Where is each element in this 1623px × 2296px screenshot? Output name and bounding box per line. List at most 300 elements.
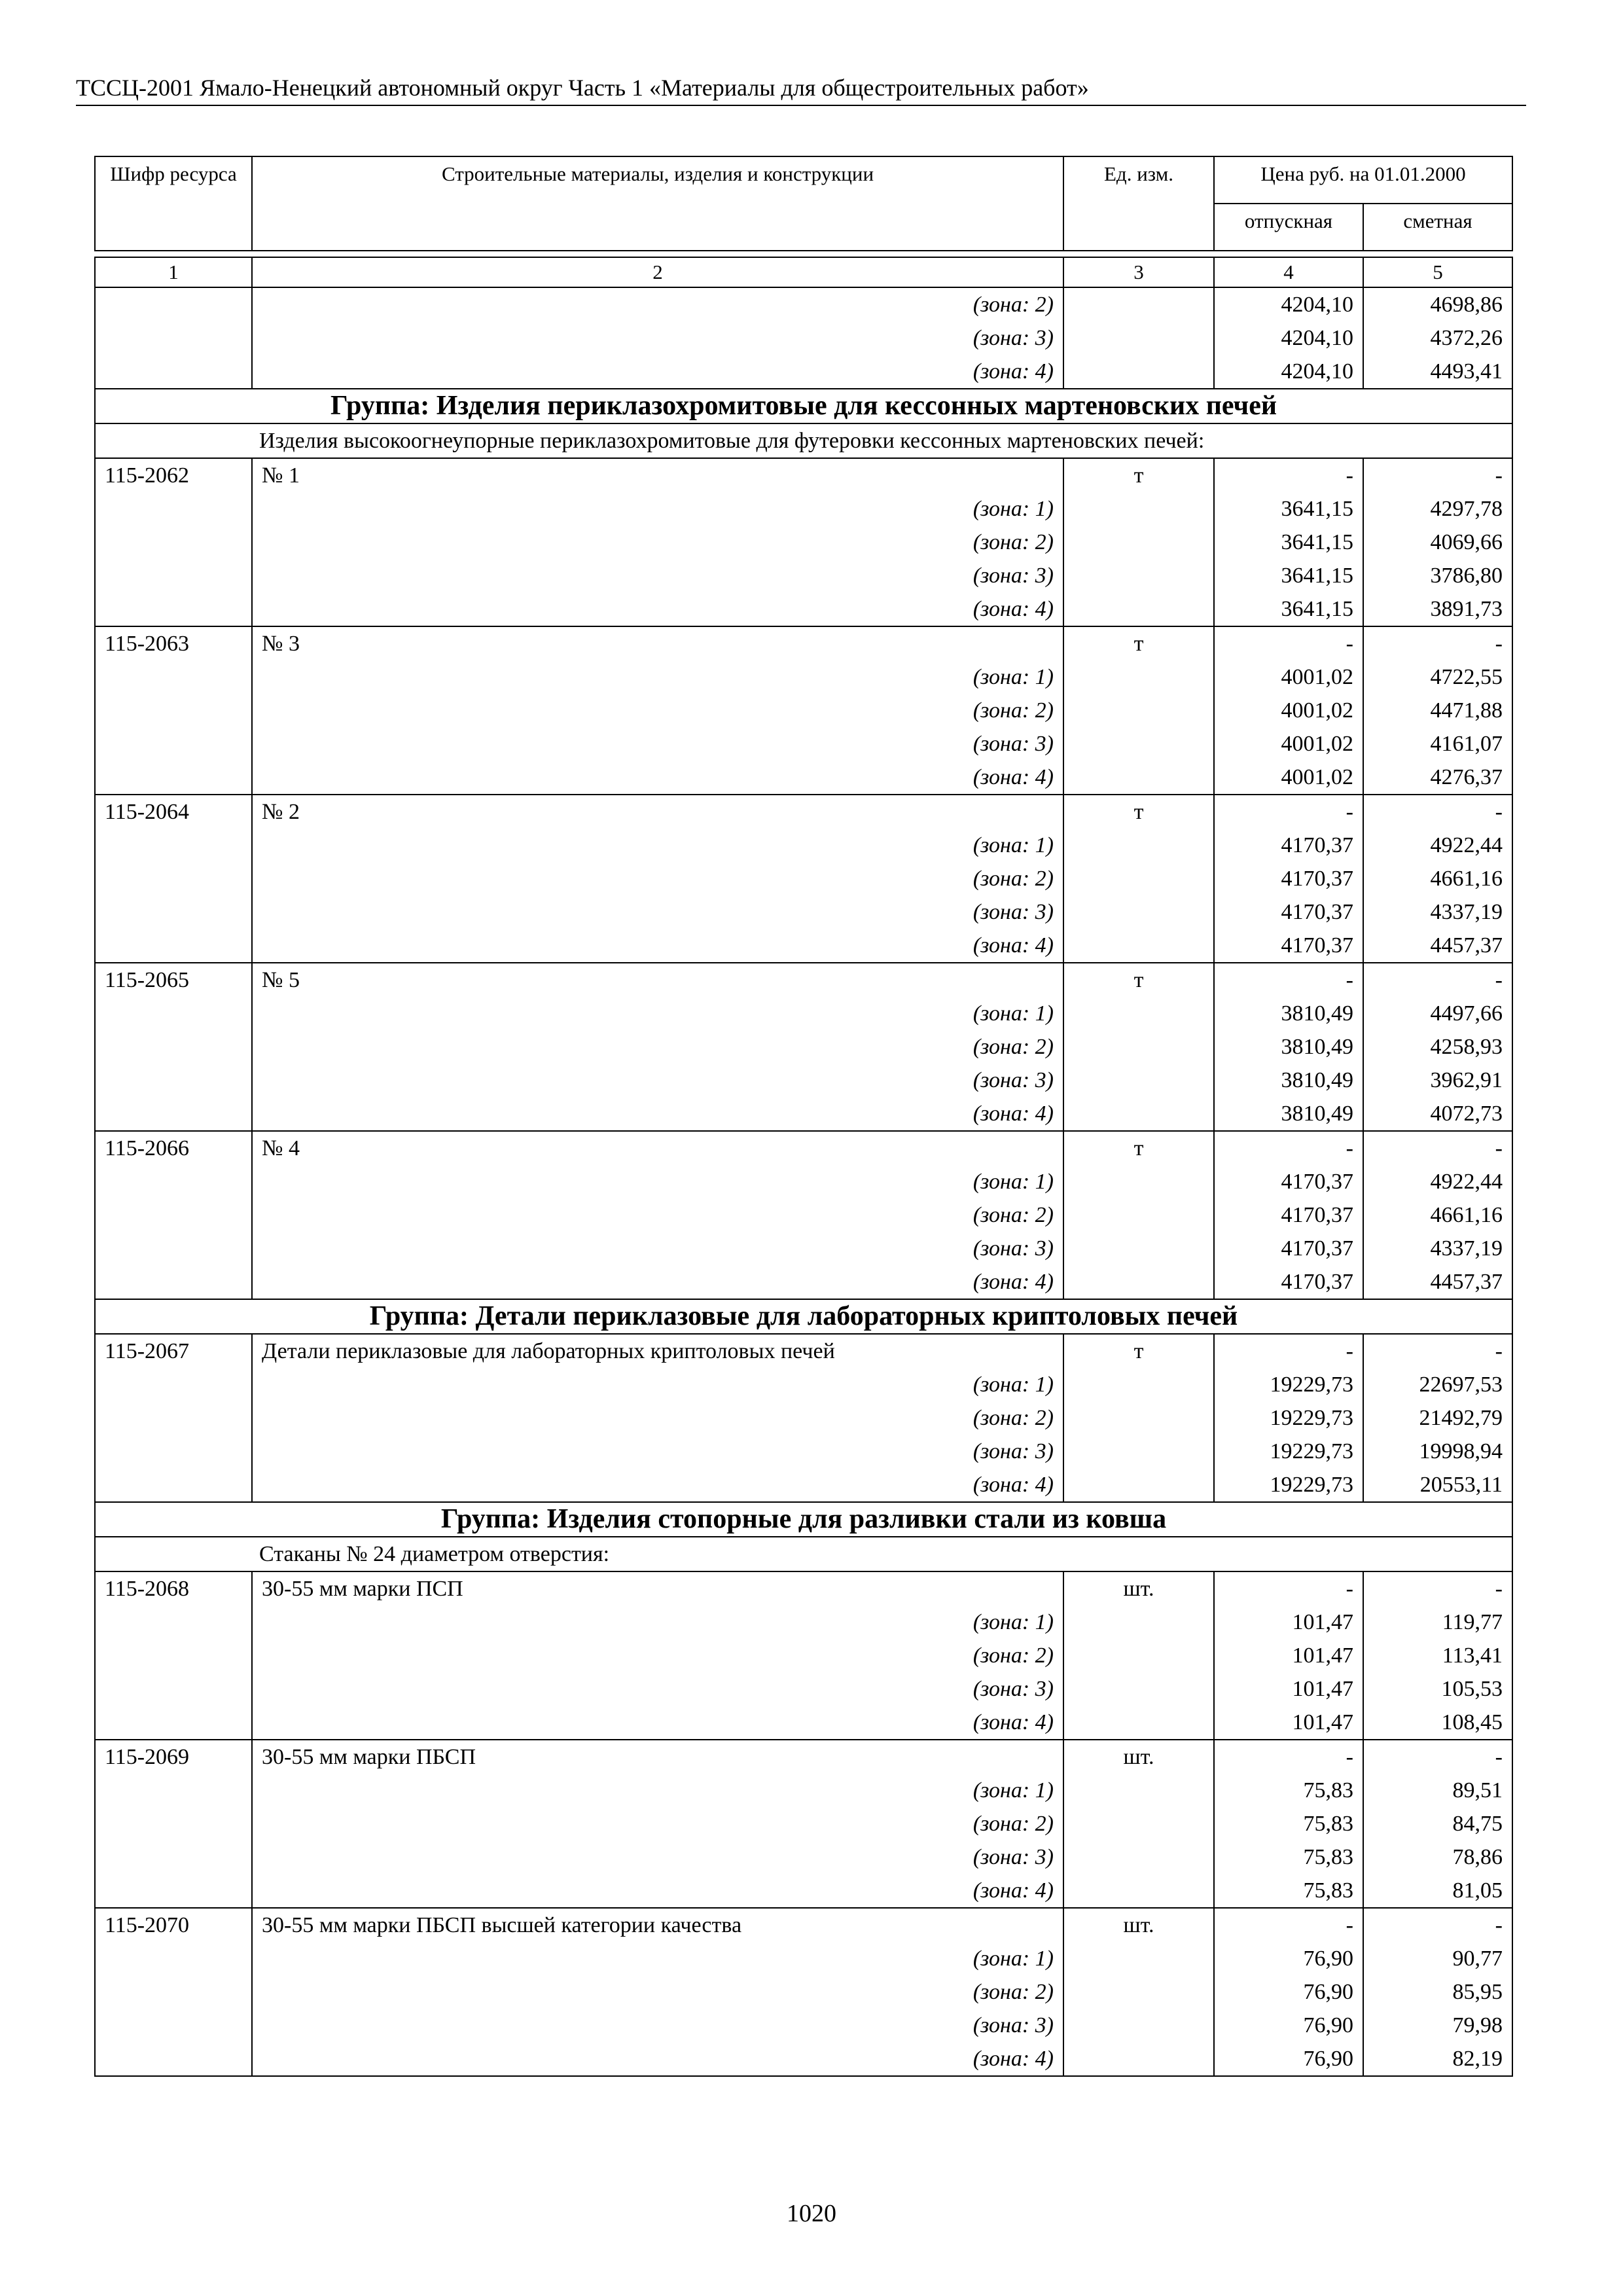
price-release: 4170,37	[1214, 929, 1363, 963]
table-row	[95, 1131, 1512, 1165]
table-row	[95, 1198, 1512, 1232]
code-cell	[95, 727, 252, 761]
price-estimate: -	[1363, 963, 1512, 997]
zone-label: (зона: 3)	[252, 1064, 1063, 1097]
zone-label: (зона: 3)	[252, 895, 1063, 929]
code-cell	[95, 1807, 252, 1840]
table-row	[95, 1874, 1512, 1908]
code-cell	[95, 1232, 252, 1265]
price-release: 75,83	[1214, 1874, 1363, 1908]
code-cell	[95, 895, 252, 929]
table-row	[95, 1232, 1512, 1265]
price-estimate: -	[1363, 1334, 1512, 1368]
price-estimate: -	[1363, 1908, 1512, 1942]
price-estimate: -	[1363, 626, 1512, 660]
code-cell	[95, 929, 252, 963]
unit-cell	[1063, 1368, 1214, 1401]
price-release: 3810,49	[1214, 1097, 1363, 1131]
unit-cell	[1063, 1605, 1214, 1639]
code-cell	[95, 1672, 252, 1706]
zone-label: (зона: 2)	[252, 1198, 1063, 1232]
zone-label: (зона: 3)	[252, 2009, 1063, 2042]
price-estimate: 4661,16	[1363, 862, 1512, 895]
code-cell	[95, 1097, 252, 1131]
zone-label: (зона: 1)	[252, 1165, 1063, 1198]
price-release: 3810,49	[1214, 1030, 1363, 1064]
code-cell	[95, 1468, 252, 1502]
price-estimate: -	[1363, 458, 1512, 492]
price-estimate: 90,77	[1363, 1942, 1512, 1975]
table-row	[95, 1639, 1512, 1672]
price-estimate: 3962,91	[1363, 1064, 1512, 1097]
table-row	[95, 895, 1512, 929]
table-row	[95, 761, 1512, 795]
price-estimate: 113,41	[1363, 1639, 1512, 1672]
table-row	[95, 694, 1512, 727]
unit-cell	[1063, 1198, 1214, 1232]
code-cell	[95, 1774, 252, 1807]
price-release: -	[1214, 963, 1363, 997]
unit-cell	[1063, 1874, 1214, 1908]
group-title: Группа: Изделия периклазохромитовые для кессонных мартеновских печей	[95, 389, 1512, 423]
col-number-2: 2	[252, 257, 1063, 287]
unit-cell: шт.	[1063, 1740, 1214, 1774]
price-estimate: 78,86	[1363, 1840, 1512, 1874]
price-release: -	[1214, 1334, 1363, 1368]
table-row	[95, 1435, 1512, 1468]
code-cell	[95, 761, 252, 795]
price-estimate: 4698,86	[1363, 287, 1512, 321]
material-name: № 1	[252, 458, 1063, 492]
zone-label: (зона: 1)	[252, 1774, 1063, 1807]
table-row	[95, 1807, 1512, 1840]
price-release: 76,90	[1214, 2009, 1363, 2042]
material-name: № 5	[252, 963, 1063, 997]
code-cell	[95, 1265, 252, 1299]
unit-cell	[1063, 1097, 1214, 1131]
resource-code: 115-2069	[95, 1740, 252, 1774]
zone-label: (зона: 1)	[252, 1942, 1063, 1975]
table-row	[95, 1740, 1512, 1774]
price-release: 75,83	[1214, 1840, 1363, 1874]
price-release: -	[1214, 1908, 1363, 1942]
table-row	[95, 1908, 1512, 1942]
zone-label: (зона: 1)	[252, 1605, 1063, 1639]
resource-code: 115-2064	[95, 795, 252, 829]
zone-label: (зона: 2)	[252, 862, 1063, 895]
col-number-4: 4	[1214, 257, 1363, 287]
table-row	[95, 1975, 1512, 2009]
price-release: -	[1214, 795, 1363, 829]
table-row	[95, 862, 1512, 895]
price-release: 4170,37	[1214, 862, 1363, 895]
code-cell	[95, 1435, 252, 1468]
zone-label: (зона: 4)	[252, 2042, 1063, 2076]
table-row	[95, 1942, 1512, 1975]
price-release: 76,90	[1214, 1975, 1363, 2009]
header-rule	[76, 105, 1526, 106]
unit-cell	[1063, 1807, 1214, 1840]
code-cell	[95, 1942, 252, 1975]
col-header-code: Шифр ресурса	[95, 156, 252, 251]
material-name: № 4	[252, 1131, 1063, 1165]
code-cell	[95, 355, 252, 389]
price-estimate: 4337,19	[1363, 1232, 1512, 1265]
col-header-release: отпускная	[1214, 204, 1363, 251]
code-cell	[95, 592, 252, 626]
price-estimate: 119,77	[1363, 1605, 1512, 1639]
unit-cell	[1063, 559, 1214, 592]
code-cell	[95, 2009, 252, 2042]
price-release: 4170,37	[1214, 1165, 1363, 1198]
price-estimate: 19998,94	[1363, 1435, 1512, 1468]
col-number-1: 1	[95, 257, 252, 287]
table-row	[95, 1774, 1512, 1807]
price-estimate: 4493,41	[1363, 355, 1512, 389]
price-estimate: 105,53	[1363, 1672, 1512, 1706]
page-number: 1020	[787, 2200, 836, 2227]
zone-label: (зона: 3)	[252, 321, 1063, 355]
code-cell	[95, 1874, 252, 1908]
price-release: 4170,37	[1214, 829, 1363, 862]
zone-label: (зона: 2)	[252, 1639, 1063, 1672]
price-release: 101,47	[1214, 1706, 1363, 1740]
price-release: 101,47	[1214, 1639, 1363, 1672]
price-release: 4001,02	[1214, 694, 1363, 727]
unit-cell: т	[1063, 963, 1214, 997]
table-row	[95, 795, 1512, 829]
unit-cell	[1063, 1401, 1214, 1435]
unit-cell	[1063, 1706, 1214, 1740]
price-release: -	[1214, 1131, 1363, 1165]
resource-code: 115-2070	[95, 1908, 252, 1942]
price-release: 3641,15	[1214, 492, 1363, 526]
zone-label: (зона: 3)	[252, 1232, 1063, 1265]
price-estimate: 20553,11	[1363, 1468, 1512, 1502]
zone-label: (зона: 3)	[252, 559, 1063, 592]
table-row	[95, 660, 1512, 694]
price-release: 101,47	[1214, 1672, 1363, 1706]
zone-label: (зона: 1)	[252, 997, 1063, 1030]
unit-cell	[1063, 1064, 1214, 1097]
table-row	[95, 929, 1512, 963]
zone-label: (зона: 3)	[252, 1840, 1063, 1874]
table-row	[95, 1097, 1512, 1131]
zone-label: (зона: 1)	[252, 660, 1063, 694]
price-release: 3641,15	[1214, 592, 1363, 626]
zone-label: (зона: 3)	[252, 727, 1063, 761]
resource-code: 115-2062	[95, 458, 252, 492]
price-estimate: 4497,66	[1363, 997, 1512, 1030]
code-cell	[95, 2042, 252, 2076]
zone-label: (зона: 2)	[252, 526, 1063, 559]
price-estimate: 108,45	[1363, 1706, 1512, 1740]
material-name: 30-55 мм марки ПСП	[252, 1571, 1063, 1605]
price-release: -	[1214, 458, 1363, 492]
price-estimate: 84,75	[1363, 1807, 1512, 1840]
group-subtitle-row	[95, 1537, 1512, 1571]
price-release: 3810,49	[1214, 997, 1363, 1030]
unit-cell	[1063, 1975, 1214, 2009]
price-estimate: 82,19	[1363, 2042, 1512, 2076]
col-header-name: Строительные материалы, изделия и конструкции	[252, 156, 1063, 251]
code-cell	[95, 660, 252, 694]
table-row	[95, 287, 1512, 321]
col-header-price: Цена руб. на 01.01.2000	[1214, 156, 1512, 204]
material-name: 30-55 мм марки ПБСП	[252, 1740, 1063, 1774]
price-estimate: 4072,73	[1363, 1097, 1512, 1131]
unit-cell	[1063, 526, 1214, 559]
table-row	[95, 458, 1512, 492]
price-estimate: 85,95	[1363, 1975, 1512, 2009]
unit-cell	[1063, 2042, 1214, 2076]
price-release: -	[1214, 1571, 1363, 1605]
zone-label: (зона: 4)	[252, 592, 1063, 626]
price-estimate: 4922,44	[1363, 1165, 1512, 1198]
unit-cell: т	[1063, 1131, 1214, 1165]
unit-cell	[1063, 1265, 1214, 1299]
price-estimate: 22697,53	[1363, 1368, 1512, 1401]
price-release: 19229,73	[1214, 1435, 1363, 1468]
table-row	[95, 1030, 1512, 1064]
code-cell	[95, 1706, 252, 1740]
unit-cell	[1063, 1942, 1214, 1975]
table-row	[95, 997, 1512, 1030]
resource-code: 115-2063	[95, 626, 252, 660]
table-row	[95, 1165, 1512, 1198]
price-estimate: 4457,37	[1363, 929, 1512, 963]
price-estimate: 4069,66	[1363, 526, 1512, 559]
code-cell	[95, 1840, 252, 1874]
table-row	[95, 626, 1512, 660]
code-cell	[95, 1605, 252, 1639]
table-row	[95, 2009, 1512, 2042]
code-cell	[95, 862, 252, 895]
price-release: 4170,37	[1214, 1198, 1363, 1232]
unit-cell: шт.	[1063, 1908, 1214, 1942]
unit-cell	[1063, 2009, 1214, 2042]
code-cell	[95, 1975, 252, 2009]
zone-label: (зона: 2)	[252, 287, 1063, 321]
code-cell	[95, 997, 252, 1030]
table-row	[95, 526, 1512, 559]
col-header-unit: Ед. изм.	[1063, 156, 1214, 251]
price-estimate: 4372,26	[1363, 321, 1512, 355]
unit-cell: шт.	[1063, 1571, 1214, 1605]
table-row	[95, 1265, 1512, 1299]
zone-label: (зона: 1)	[252, 1368, 1063, 1401]
code-cell	[95, 287, 252, 321]
price-release: 4170,37	[1214, 1265, 1363, 1299]
col-number-3: 3	[1063, 257, 1214, 287]
price-release: 4204,10	[1214, 321, 1363, 355]
price-estimate: -	[1363, 1131, 1512, 1165]
material-name: 30-55 мм марки ПБСП высшей категории качества	[252, 1908, 1063, 1942]
code-cell	[95, 1368, 252, 1401]
price-estimate: -	[1363, 1740, 1512, 1774]
price-release: 75,83	[1214, 1774, 1363, 1807]
price-estimate: 4661,16	[1363, 1198, 1512, 1232]
table-row	[95, 1468, 1512, 1502]
table-row	[95, 592, 1512, 626]
price-estimate: 4337,19	[1363, 895, 1512, 929]
table-row	[95, 1605, 1512, 1639]
code-cell	[95, 492, 252, 526]
unit-cell	[1063, 321, 1214, 355]
table-row	[95, 1672, 1512, 1706]
price-estimate: 79,98	[1363, 2009, 1512, 2042]
table-row	[95, 1706, 1512, 1740]
code-cell	[95, 321, 252, 355]
zone-label: (зона: 4)	[252, 1468, 1063, 1502]
unit-cell	[1063, 1435, 1214, 1468]
price-release: 75,83	[1214, 1807, 1363, 1840]
group-title-row	[95, 389, 1512, 423]
unit-cell	[1063, 895, 1214, 929]
zone-label: (зона: 4)	[252, 761, 1063, 795]
unit-cell	[1063, 492, 1214, 526]
code-cell	[95, 829, 252, 862]
zone-label: (зона: 1)	[252, 492, 1063, 526]
unit-cell	[1063, 1165, 1214, 1198]
unit-cell	[1063, 1639, 1214, 1672]
price-estimate: 4258,93	[1363, 1030, 1512, 1064]
zone-label: (зона: 4)	[252, 1097, 1063, 1131]
unit-cell	[1063, 1774, 1214, 1807]
price-estimate: 3786,80	[1363, 559, 1512, 592]
price-release: -	[1214, 1740, 1363, 1774]
table-row	[95, 559, 1512, 592]
price-release: 4170,37	[1214, 1232, 1363, 1265]
price-estimate: 21492,79	[1363, 1401, 1512, 1435]
unit-cell	[1063, 1840, 1214, 1874]
price-release: 76,90	[1214, 1942, 1363, 1975]
zone-label: (зона: 2)	[252, 1030, 1063, 1064]
unit-cell: т	[1063, 458, 1214, 492]
zone-label: (зона: 1)	[252, 829, 1063, 862]
code-cell	[95, 1401, 252, 1435]
price-estimate: 4457,37	[1363, 1265, 1512, 1299]
code-cell	[95, 1198, 252, 1232]
resource-code: 115-2068	[95, 1571, 252, 1605]
unit-cell	[1063, 355, 1214, 389]
price-estimate: -	[1363, 795, 1512, 829]
unit-cell: т	[1063, 1334, 1214, 1368]
zone-label: (зона: 3)	[252, 1672, 1063, 1706]
unit-cell	[1063, 287, 1214, 321]
zone-label: (зона: 4)	[252, 1874, 1063, 1908]
price-estimate: -	[1363, 1571, 1512, 1605]
price-estimate: 4922,44	[1363, 829, 1512, 862]
price-release: 4001,02	[1214, 727, 1363, 761]
table-row	[95, 1571, 1512, 1605]
price-release: 4001,02	[1214, 660, 1363, 694]
unit-cell	[1063, 592, 1214, 626]
zone-label: (зона: 4)	[252, 1706, 1063, 1740]
group-subtitle-row	[95, 423, 1512, 458]
resource-code: 115-2066	[95, 1131, 252, 1165]
zone-label: (зона: 2)	[252, 1401, 1063, 1435]
price-estimate: 4297,78	[1363, 492, 1512, 526]
price-release: 4170,37	[1214, 895, 1363, 929]
code-cell	[95, 1639, 252, 1672]
price-table	[94, 156, 1513, 2077]
group-title: Группа: Детали периклазовые для лабораторных криптоловых печей	[95, 1299, 1512, 1334]
unit-cell	[1063, 997, 1214, 1030]
col-header-estimate: сметная	[1363, 204, 1512, 251]
group-subtitle: Стаканы № 24 диаметром отверстия:	[95, 1537, 1512, 1571]
table-row	[95, 2042, 1512, 2076]
price-estimate: 4471,88	[1363, 694, 1512, 727]
zone-label: (зона: 4)	[252, 1265, 1063, 1299]
table-row	[95, 1064, 1512, 1097]
price-release: 19229,73	[1214, 1401, 1363, 1435]
zone-label: (зона: 2)	[252, 694, 1063, 727]
zone-label: (зона: 4)	[252, 355, 1063, 389]
group-subtitle: Изделия высокоогнеупорные периклазохромитовые для футеровки кессонных мартеновских печей:	[95, 423, 1512, 458]
unit-cell	[1063, 929, 1214, 963]
resource-code: 115-2067	[95, 1334, 252, 1368]
zone-label: (зона: 2)	[252, 1807, 1063, 1840]
table-row	[95, 727, 1512, 761]
unit-cell	[1063, 1232, 1214, 1265]
table-row	[95, 1401, 1512, 1435]
price-estimate: 4722,55	[1363, 660, 1512, 694]
table-row	[95, 492, 1512, 526]
code-cell	[95, 1030, 252, 1064]
group-title-row	[95, 1299, 1512, 1334]
unit-cell: т	[1063, 795, 1214, 829]
unit-cell	[1063, 727, 1214, 761]
table-row	[95, 355, 1512, 389]
zone-label: (зона: 4)	[252, 929, 1063, 963]
group-title: Группа: Изделия стопорные для разливки стали из ковша	[95, 1502, 1512, 1537]
table-row	[95, 963, 1512, 997]
unit-cell	[1063, 862, 1214, 895]
unit-cell	[1063, 660, 1214, 694]
zone-label: (зона: 3)	[252, 1435, 1063, 1468]
price-release: 19229,73	[1214, 1368, 1363, 1401]
unit-cell	[1063, 1030, 1214, 1064]
table-row	[95, 1840, 1512, 1874]
price-release: 3641,15	[1214, 526, 1363, 559]
material-name: № 3	[252, 626, 1063, 660]
unit-cell	[1063, 694, 1214, 727]
price-estimate: 89,51	[1363, 1774, 1512, 1807]
table-row	[95, 1334, 1512, 1368]
unit-cell	[1063, 1468, 1214, 1502]
col-number-5: 5	[1363, 257, 1512, 287]
price-release: 101,47	[1214, 1605, 1363, 1639]
price-release: 4001,02	[1214, 761, 1363, 795]
table-row	[95, 321, 1512, 355]
price-estimate: 81,05	[1363, 1874, 1512, 1908]
price-release: 19229,73	[1214, 1468, 1363, 1502]
code-cell	[95, 526, 252, 559]
code-cell	[95, 559, 252, 592]
document-header: ТССЦ-2001 Ямало-Ненецкий автономный округ Часть 1 «Материалы для общестроительных работ»	[76, 75, 1089, 101]
price-release: -	[1214, 626, 1363, 660]
material-name: Детали периклазовые для лабораторных криптоловых печей	[252, 1334, 1063, 1368]
price-estimate: 4276,37	[1363, 761, 1512, 795]
unit-cell: т	[1063, 626, 1214, 660]
price-release: 3810,49	[1214, 1064, 1363, 1097]
group-title-row	[95, 1502, 1512, 1537]
price-release: 3641,15	[1214, 559, 1363, 592]
unit-cell	[1063, 1672, 1214, 1706]
unit-cell	[1063, 761, 1214, 795]
code-cell	[95, 1165, 252, 1198]
